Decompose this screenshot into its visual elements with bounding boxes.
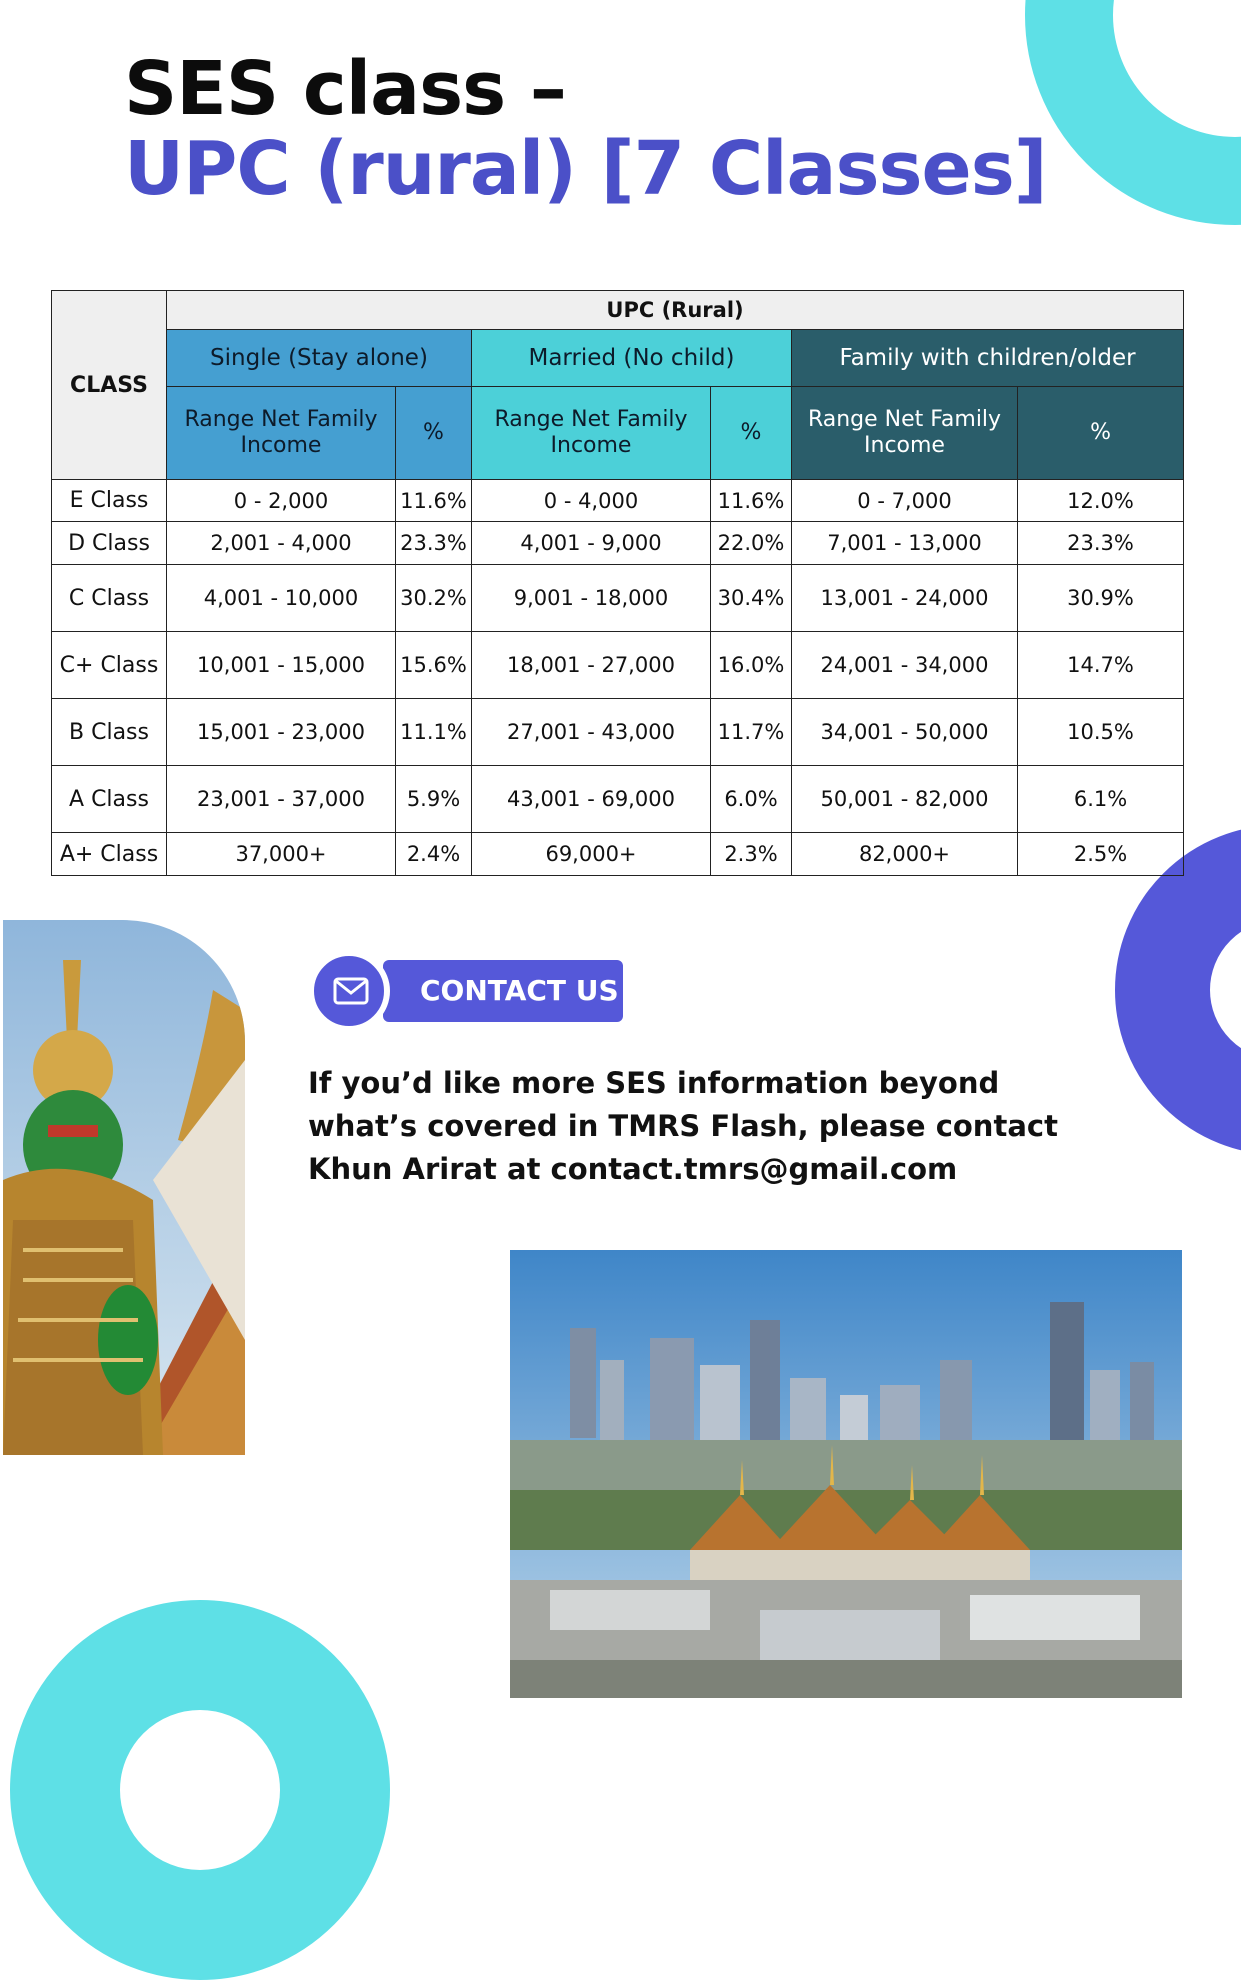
table-cell: 7,001 - 13,000 <box>792 522 1018 565</box>
range-header-family: Range Net Family Income <box>792 387 1018 480</box>
pct-header-single: % <box>396 387 472 480</box>
table-row <box>52 522 1184 565</box>
table-cell: 11.7% <box>711 699 792 766</box>
table-cell: 43,001 - 69,000 <box>472 766 711 833</box>
class-column-header: CLASS <box>52 291 167 480</box>
table-cell: 0 - 2,000 <box>167 480 396 522</box>
row-class-label: C Class <box>52 565 167 632</box>
table-cell: 69,000+ <box>472 833 711 876</box>
table-cell: 11.6% <box>711 480 792 522</box>
contact-message: If you’d like more SES information beyond what’s covered in TMRS Flash, please contact Khun Arirat at contact.tmrs@gmail.com <box>308 1066 1058 1186</box>
table-cell: 2,001 - 4,000 <box>167 522 396 565</box>
mail-icon <box>308 950 390 1032</box>
table-cell: 37,000+ <box>167 833 396 876</box>
pct-header-married: % <box>711 387 792 480</box>
row-class-label: E Class <box>52 480 167 522</box>
table-cell: 30.9% <box>1018 565 1184 632</box>
table-cell: 23.3% <box>1018 522 1184 565</box>
group-header: UPC (Rural) <box>167 291 1184 330</box>
contact-us-button[interactable] <box>308 950 625 1032</box>
table-cell: 6.1% <box>1018 766 1184 833</box>
table-cell: 2.4% <box>396 833 472 876</box>
title-line-1: SES class – <box>124 46 566 132</box>
table-cell: 34,001 - 50,000 <box>792 699 1018 766</box>
table-cell: 12.0% <box>1018 480 1184 522</box>
range-header-married: Range Net Family Income <box>472 387 711 480</box>
title-line-2: UPC (rural) [7 Classes] <box>124 126 1047 212</box>
row-class-label: A+ Class <box>52 833 167 876</box>
contact-us-label: CONTACT US <box>383 960 623 1022</box>
table-cell: 27,001 - 43,000 <box>472 699 711 766</box>
pct-header-family: % <box>1018 387 1184 480</box>
segment-header-family: Family with children/older <box>792 330 1184 387</box>
table-cell: 0 - 7,000 <box>792 480 1018 522</box>
row-class-label: A Class <box>52 766 167 833</box>
table-cell: 13,001 - 24,000 <box>792 565 1018 632</box>
bangkok-skyline-photo <box>510 1250 1182 1698</box>
ses-class-table <box>51 290 1184 876</box>
table-cell: 10,001 - 15,000 <box>167 632 396 699</box>
table-cell: 15.6% <box>396 632 472 699</box>
table-cell: 6.0% <box>711 766 792 833</box>
decorative-cyan-ring-top <box>1025 0 1241 225</box>
table-cell: 9,001 - 18,000 <box>472 565 711 632</box>
table-cell: 10.5% <box>1018 699 1184 766</box>
table-cell: 11.1% <box>396 699 472 766</box>
row-class-label: B Class <box>52 699 167 766</box>
table-cell: 2.3% <box>711 833 792 876</box>
table-cell: 4,001 - 10,000 <box>167 565 396 632</box>
table-cell: 14.7% <box>1018 632 1184 699</box>
row-class-label: C+ Class <box>52 632 167 699</box>
table-cell: 18,001 - 27,000 <box>472 632 711 699</box>
table-cell: 5.9% <box>396 766 472 833</box>
range-header-single: Range Net Family Income <box>167 387 396 480</box>
table-cell: 82,000+ <box>792 833 1018 876</box>
table-row <box>52 565 1184 632</box>
table-row <box>52 766 1184 833</box>
page-title <box>124 46 1047 212</box>
table-row <box>52 833 1184 876</box>
table-cell: 23,001 - 37,000 <box>167 766 396 833</box>
table-cell: 30.2% <box>396 565 472 632</box>
table-cell: 16.0% <box>711 632 792 699</box>
table-cell: 11.6% <box>396 480 472 522</box>
temple-guardian-photo <box>3 920 245 1455</box>
table-row <box>52 699 1184 766</box>
table-cell: 4,001 - 9,000 <box>472 522 711 565</box>
table-cell: 50,001 - 82,000 <box>792 766 1018 833</box>
table-cell: 0 - 4,000 <box>472 480 711 522</box>
table-cell: 22.0% <box>711 522 792 565</box>
table-cell: 2.5% <box>1018 833 1184 876</box>
table-cell: 15,001 - 23,000 <box>167 699 396 766</box>
row-class-label: D Class <box>52 522 167 565</box>
table-row <box>52 480 1184 522</box>
table-cell: 24,001 - 34,000 <box>792 632 1018 699</box>
table-cell: 23.3% <box>396 522 472 565</box>
segment-header-married: Married (No child) <box>472 330 792 387</box>
table-row <box>52 632 1184 699</box>
segment-header-single: Single (Stay alone) <box>167 330 472 387</box>
decorative-cyan-ring-bottom <box>10 1600 390 1980</box>
table-cell: 30.4% <box>711 565 792 632</box>
